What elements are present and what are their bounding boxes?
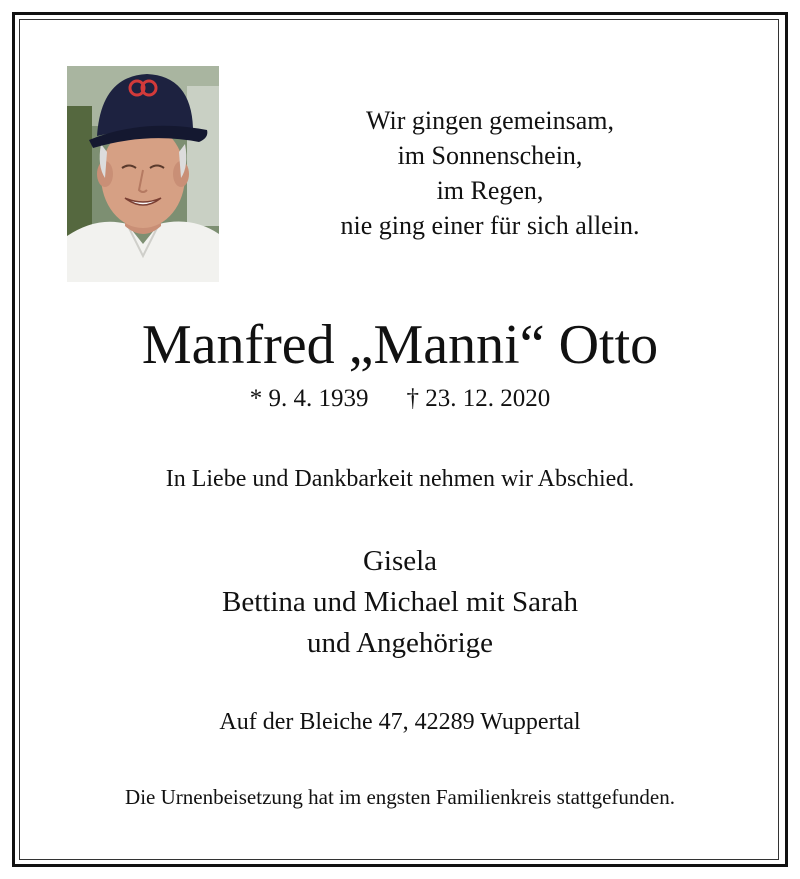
poem-line: im Sonnenschein, [397, 141, 583, 170]
portrait-illustration [67, 66, 219, 282]
burial-note: Die Urnenbeisetzung hat im engsten Familienkreis stattgefunden. [125, 785, 675, 809]
poem-line: Wir gingen gemeinsam, [365, 106, 615, 135]
death-date: † 23. 12. 2020 [406, 385, 551, 412]
family-address: Auf der Bleiche 47, 42289 Wuppertal [219, 709, 581, 735]
memorial-poem [300, 103, 680, 243]
mourner-line: und Angehörige [306, 627, 494, 659]
mourner-line: Gisela [362, 545, 438, 577]
life-dates [0, 383, 800, 415]
farewell-text: In Liebe und Dankbarkeit nehmen wir Abschied. [165, 466, 635, 492]
poem-line: im Regen, [436, 176, 544, 205]
portrait-photo [67, 66, 219, 282]
poem-line: nie ging einer für sich allein. [340, 211, 640, 240]
mourner-line: Bettina und Michael mit Sarah [222, 586, 578, 618]
deceased-name: Manfred „Manni“ Otto [141, 314, 659, 376]
mourners-list [0, 541, 800, 664]
birth-date: * 9. 4. 1939 [249, 385, 369, 412]
